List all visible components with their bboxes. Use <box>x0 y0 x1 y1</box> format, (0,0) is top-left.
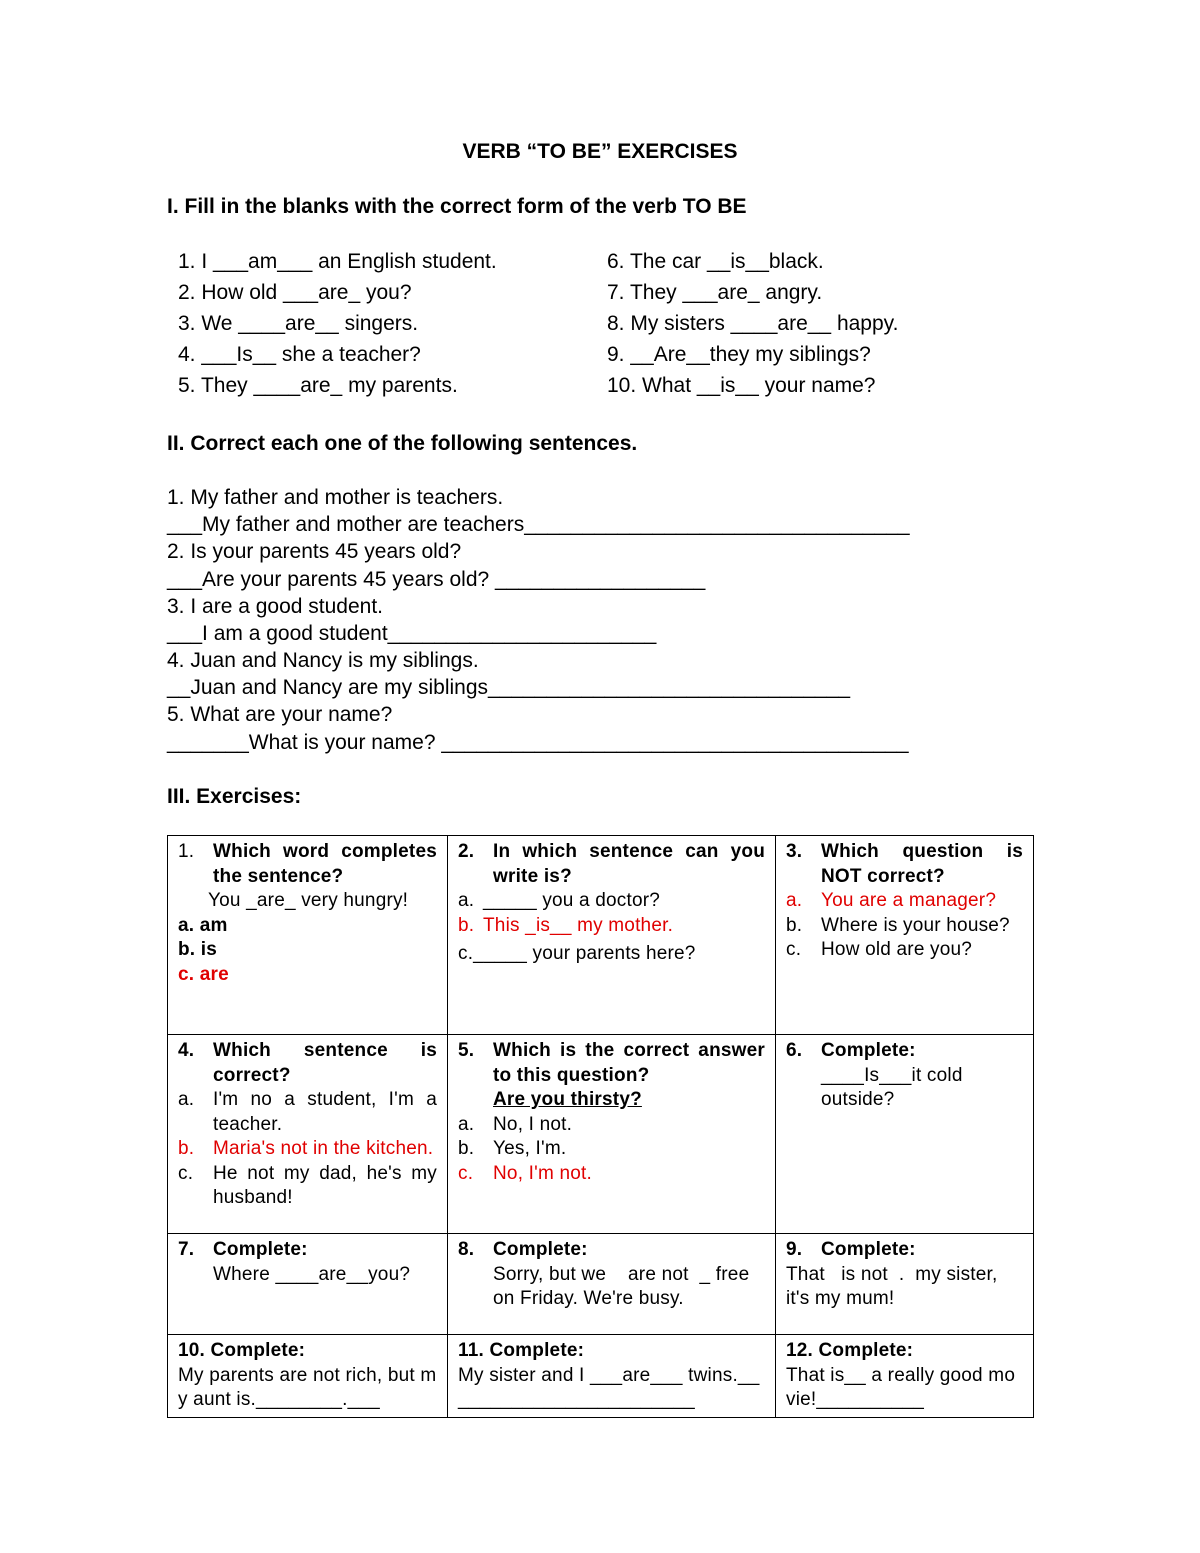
fill-item: 7. They ___are_ angry. <box>607 281 823 304</box>
corrected-sentence: __Juan and Nancy are my siblings_______________________________ <box>167 676 851 699</box>
question-number: 3. <box>786 841 803 862</box>
option-b-answer <box>178 1137 437 1162</box>
fill-item: 8. My sisters ____are__ happy. <box>607 312 899 335</box>
exercises-table <box>167 835 1034 1418</box>
question-number: 6. <box>786 1040 803 1061</box>
question-prompt: You _are_ very hungry! <box>208 890 409 911</box>
exercise-cell-1 <box>168 836 448 1035</box>
exercise-body: That is__ a really good movie!__________ <box>786 1364 1016 1410</box>
option-label: a. <box>458 1113 475 1135</box>
option-text: I'm no a student, I'm a teacher. <box>213 1089 437 1135</box>
option-a <box>458 889 765 914</box>
option-c-answer <box>458 1162 765 1187</box>
corrected-sentence: ___Are your parents 45 years old? __________________ <box>167 568 706 591</box>
incorrect-sentence: 5. What are your name? <box>167 703 393 726</box>
exercise-body: Sorry, but we are not _ free on Friday. We're busy. <box>493 1263 755 1309</box>
question-number: 8. <box>458 1239 475 1260</box>
exercise-cell-11 <box>448 1335 776 1418</box>
fill-item: 6. The car __is__black. <box>607 250 824 273</box>
question-number: 5. <box>458 1040 475 1061</box>
exercise-cell-9 <box>776 1234 1034 1335</box>
option-c <box>786 938 1023 963</box>
option-label: c. <box>458 1162 474 1184</box>
option-text: _____ you a doctor? <box>483 890 661 911</box>
fill-item: 9. __Are__they my siblings? <box>607 343 871 366</box>
option-c-answer <box>178 963 437 988</box>
option-label: b. <box>786 914 803 936</box>
section-3-heading: III. Exercises: <box>167 785 302 808</box>
option-text: Maria's not in the kitchen. <box>213 1138 434 1159</box>
option-label: a. <box>786 890 803 911</box>
question-text: Complete: <box>821 1040 916 1061</box>
question-text: Complete: <box>493 1239 588 1260</box>
option-c <box>178 1162 437 1211</box>
incorrect-sentence: 2. Is your parents 45 years old? <box>167 540 462 563</box>
option-label: c. <box>178 963 195 985</box>
fill-item: 2. How old ___are_ you? <box>178 281 412 304</box>
question-text: Complete: <box>821 1239 916 1260</box>
question-number: 7. <box>178 1239 195 1260</box>
table-row <box>168 1335 1034 1418</box>
exercise-cell-2 <box>448 836 776 1035</box>
option-text: How old are you? <box>821 939 973 960</box>
question-prompt: Are you thirsty? <box>493 1089 642 1110</box>
question-text: Which sentence is correct? <box>213 1040 437 1086</box>
exercise-cell-10 <box>168 1335 448 1418</box>
exercise-body: ____Is___it cold outside? <box>821 1064 963 1110</box>
option-label: a. <box>458 890 475 911</box>
option-text: No, I not. <box>493 1113 573 1135</box>
option-text: Where is your house? <box>821 914 1010 936</box>
question-heading: 10. Complete: <box>178 1340 306 1361</box>
option-c: c._____ your parents here? <box>458 943 696 964</box>
option-text: He not my dad, he's my husband! <box>213 1162 437 1208</box>
exercise-body: That is not . my sister, it's my mum! <box>786 1263 1003 1309</box>
exercise-body: My parents are not rich, but my aunt is.________.___ <box>178 1364 437 1410</box>
table-row <box>168 1234 1034 1335</box>
exercise-body: My sister and I ___are___ twins.________________________ <box>458 1364 760 1410</box>
option-text: This _is__ my mother. <box>483 914 674 936</box>
question-text: Complete: <box>213 1239 308 1260</box>
option-label: c. <box>786 939 802 960</box>
option-text: is <box>200 939 218 960</box>
option-label: a. <box>178 1089 195 1110</box>
option-text: No, I'm not. <box>493 1162 592 1184</box>
option-b <box>178 938 437 963</box>
question-heading: 12. Complete: <box>786 1340 914 1361</box>
exercise-cell-7 <box>168 1234 448 1335</box>
exercise-body: Where ____are__you? <box>213 1263 411 1285</box>
option-label: a. <box>178 914 195 936</box>
question-number: 4. <box>178 1040 195 1061</box>
exercise-cell-5 <box>448 1035 776 1234</box>
option-text: You are a manager? <box>821 890 997 911</box>
question-text: In which sentence can you write is? <box>493 841 765 887</box>
question-text: Which word completes the sentence? <box>213 841 437 887</box>
option-label: b. <box>458 1138 475 1159</box>
table-row <box>168 1035 1034 1234</box>
option-a <box>458 1113 765 1138</box>
question-text: Which question is NOT correct? <box>821 841 1023 887</box>
section-1-heading: I. Fill in the blanks with the correct form of the verb TO BE <box>167 195 747 218</box>
corrected-sentence: ___I am a good student_______________________ <box>167 622 657 645</box>
exercise-cell-12 <box>776 1335 1034 1418</box>
fill-item: 5. They ____are_ my parents. <box>178 374 458 397</box>
incorrect-sentence: 3. I are a good student. <box>167 595 383 618</box>
question-number: 9. <box>786 1239 803 1260</box>
option-text: are <box>199 963 229 985</box>
exercise-cell-3 <box>776 836 1034 1035</box>
fill-item: 10. What __is__ your name? <box>607 374 876 397</box>
exercise-cell-4 <box>168 1035 448 1234</box>
question-number: 1. <box>178 841 195 862</box>
exercise-cell-6 <box>776 1035 1034 1234</box>
option-b-answer <box>458 914 765 939</box>
section-2-heading: II. Correct each one of the following sentences. <box>167 432 638 455</box>
fill-item: 4. ___Is__ she a teacher? <box>178 343 421 366</box>
incorrect-sentence: 4. Juan and Nancy is my siblings. <box>167 649 479 672</box>
question-heading: 11. Complete: <box>458 1340 585 1361</box>
corrected-sentence: _______What is your name? ________________________________________ <box>167 731 909 754</box>
option-text: am <box>199 914 228 936</box>
incorrect-sentence: 1. My father and mother is teachers. <box>167 486 504 509</box>
question-number: 2. <box>458 841 475 862</box>
fill-item: 1. I ___am___ an English student. <box>178 250 497 273</box>
option-b <box>786 914 1023 939</box>
page-title: VERB “TO BE” EXERCISES <box>462 140 738 163</box>
option-label: b. <box>178 939 196 960</box>
option-label: b. <box>458 914 475 936</box>
option-a <box>178 914 437 939</box>
option-a <box>178 1088 437 1137</box>
corrected-sentence: ___My father and mother are teachers_________________________________ <box>167 513 910 536</box>
fill-item: 3. We ____are__ singers. <box>178 312 419 335</box>
question-text: Which is the correct answer to this question? <box>493 1040 765 1086</box>
option-label: c. <box>178 1162 194 1184</box>
option-b <box>458 1137 765 1162</box>
option-a-answer <box>786 889 1023 914</box>
option-label: b. <box>178 1138 195 1159</box>
option-text: Yes, I'm. <box>493 1138 567 1159</box>
table-row <box>168 836 1034 1035</box>
exercise-cell-8 <box>448 1234 776 1335</box>
